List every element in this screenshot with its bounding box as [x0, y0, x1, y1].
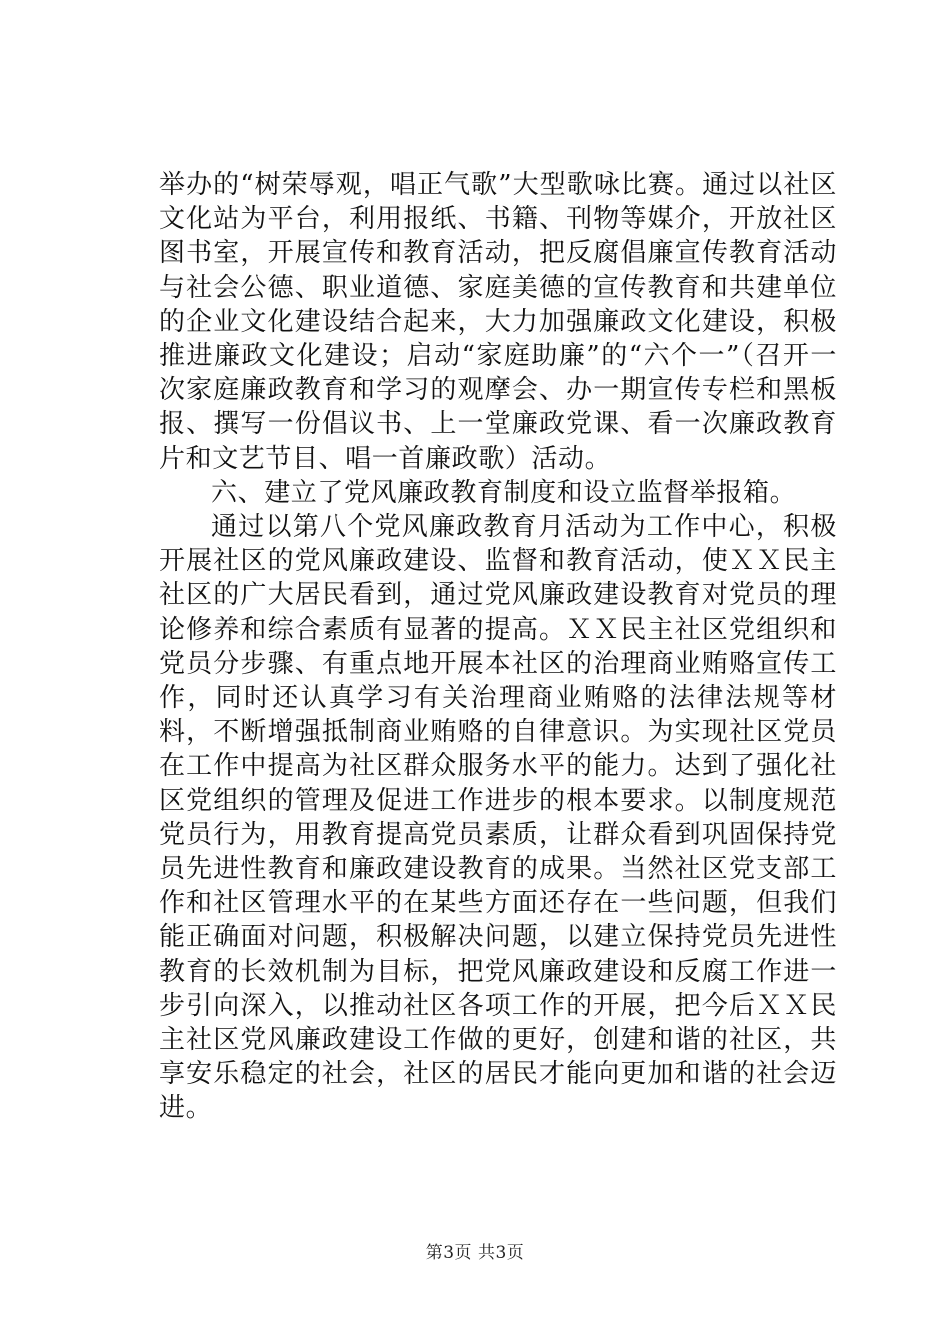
- section-heading-six: 六、建立了党风廉政教育制度和设立监督举报箱。: [211, 477, 797, 508]
- document-body: [159, 168, 837, 1126]
- page-number-footer: 第3页 共3页: [425, 1243, 525, 1263]
- paragraph-body: 通过以第八个党风廉政教育月活动为工作中心，积极开展社区的党风廉政建设、监督和教育活动，使ＸＸ民主社区的广大居民看到，通过党风廉政建设教育对党员的理论修养和综合素质有显著的提高。ＸＸ民主社区党组织和党员分步骤、有重点地开展本社区的治理商业贿赂宣传工作，同时还认真学习有关治理商业贿赂的法律法规等材料，不断增强抵制商业贿赂的自律意识。为实现社区党员在工作中提高为社区群众服务水平的能力。达到了强化社区党组织的管理及促进工作进步的根本要求。以制度规范党员行为，用教育提高党员素质，让群众看到巩固保持党员先进性教育和廉政建设教育的成果。当然社区党支部工作和社区管理水平的在某些方面还存在一些问题，但我们能正确面对问题，积极解决问题，以建立保持党员先进性教育的长效机制为目标，把党风廉政建设和反腐工作进一步引向深入，以推动社区各项工作的开展，把今后ＸＸ民主社区党风廉政建设工作做的更好，创建和谐的社区，共享安乐稳定的社会，社区的居民才能向更加和谐的社会迈进。: [159, 512, 837, 1124]
- paragraph-continuation: 举办的“树荣辱观，唱正气歌”大型歌咏比赛。通过以社区文化站为平台，利用报纸、书籍、刊物等媒介，开放社区图书室，开展宣传和教育活动，把反腐倡廉宣传教育活动与社会公德、职业道德、家庭美德的宣传教育和共建单位的企业文化建设结合起来，大力加强廉政文化建设，积极推进廉政文化建设；启动“家庭助廉”的“六个一”（召开一次家庭廉政教育和学习的观摩会、办一期宣传专栏和黑板报、撰写一份倡议书、上一堂廉政党课、看一次廉政教育片和文艺节目、唱一首廉政歌）活动。: [159, 170, 837, 474]
